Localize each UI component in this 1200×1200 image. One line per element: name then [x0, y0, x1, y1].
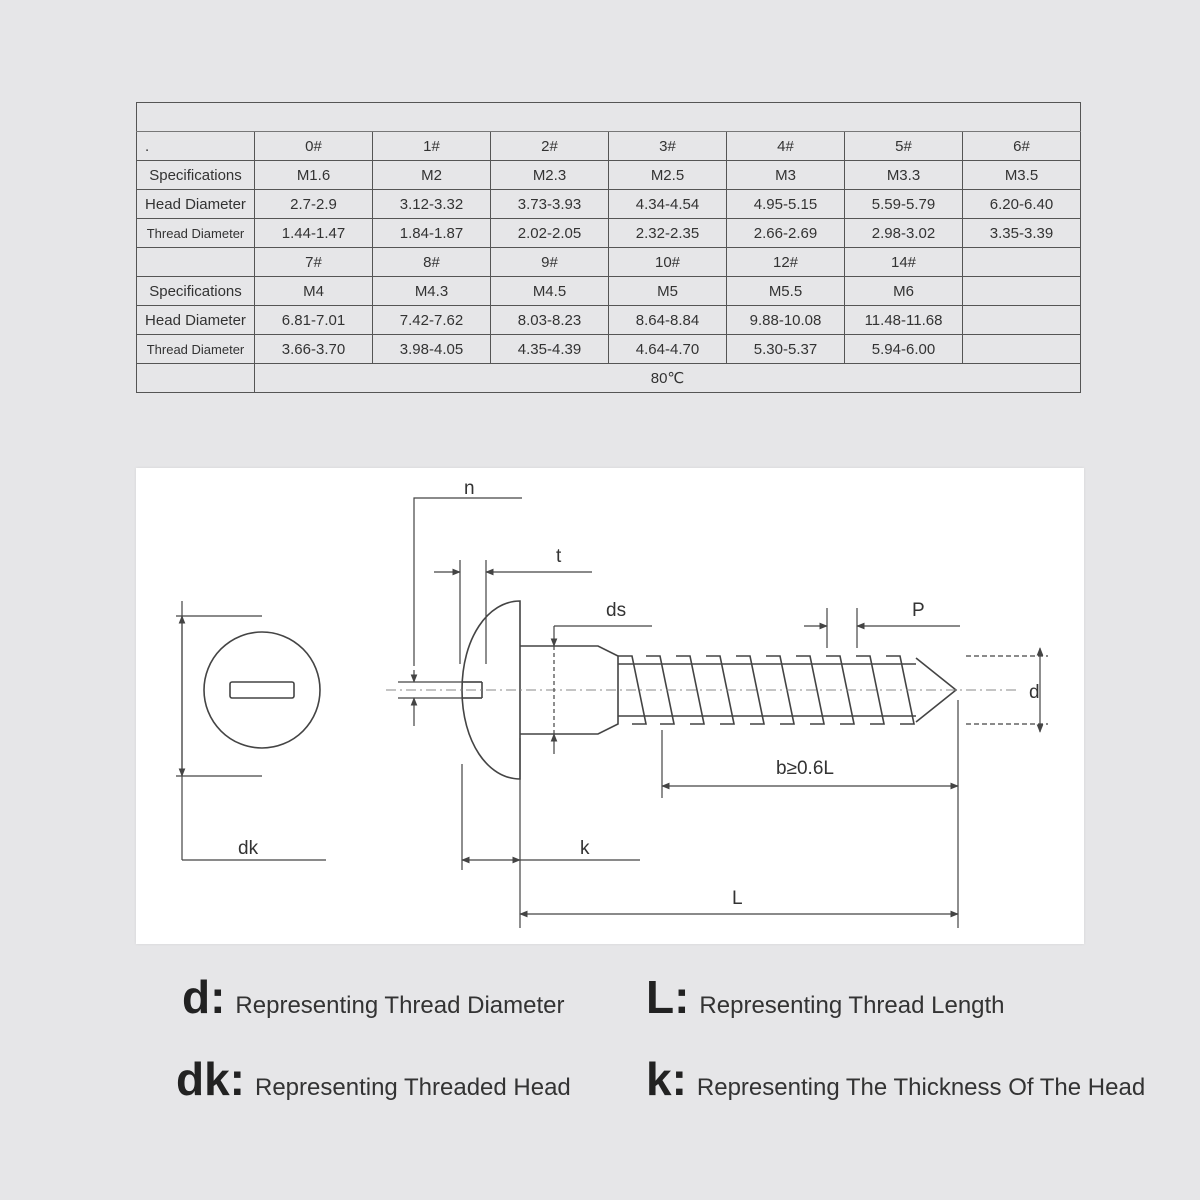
thread-diameter-cell: 3.35-3.39	[963, 219, 1081, 248]
thread-diameter-cell	[963, 335, 1081, 364]
header-dot: .	[137, 132, 255, 161]
spec-cell: M4	[255, 277, 373, 306]
thread-diameter-cell: 1.44-1.47	[255, 219, 373, 248]
label-t: t	[556, 546, 562, 567]
head-diameter-cell: 11.48-11.68	[845, 306, 963, 335]
thread-diameter-cell: 2.98-3.02	[845, 219, 963, 248]
legend-item-k	[646, 1052, 1145, 1106]
size-cell: 9#	[491, 248, 609, 277]
size-cell: 0#	[255, 132, 373, 161]
head-diameter-cell: 4.95-5.15	[727, 190, 845, 219]
spec-cell: M5	[609, 277, 727, 306]
screw-drawing	[136, 468, 1084, 944]
thread-diameter-cell: 1.84-1.87	[373, 219, 491, 248]
spec-cell: M3	[727, 161, 845, 190]
legend-desc: Representing Thread Length	[699, 992, 1005, 1019]
row-label-head-diameter: Head Diameter	[137, 306, 255, 335]
table-row	[137, 364, 1081, 393]
thread-diameter-cell: 4.35-4.39	[491, 335, 609, 364]
screw-drawing-panel	[136, 468, 1084, 944]
size-cell: 6#	[963, 132, 1081, 161]
head-diameter-cell: 6.20-6.40	[963, 190, 1081, 219]
row-label-specifications: Specifications	[137, 161, 255, 190]
footer-value: 80℃	[255, 364, 1081, 393]
head-diameter-cell	[963, 306, 1081, 335]
head-top-view	[204, 632, 320, 748]
size-cell: 10#	[609, 248, 727, 277]
label-L: L	[732, 888, 743, 909]
empty-cell	[137, 248, 255, 277]
size-cell: 1#	[373, 132, 491, 161]
spec-cell: M2.5	[609, 161, 727, 190]
spec-cell: M2.3	[491, 161, 609, 190]
label-b: b≥0.6L	[776, 758, 834, 779]
slot-top-view	[230, 682, 294, 698]
empty-cell	[137, 364, 255, 393]
size-cell: 14#	[845, 248, 963, 277]
legend-key: L:	[646, 971, 690, 1023]
row-label-thread-diameter: Thread Diameter	[137, 335, 255, 364]
head-diameter-cell: 8.03-8.23	[491, 306, 609, 335]
table-row	[137, 132, 1081, 161]
spec-table	[136, 102, 1081, 393]
spec-cell: M5.5	[727, 277, 845, 306]
head-diameter-cell: 8.64-8.84	[609, 306, 727, 335]
legend-desc: Representing The Thickness Of The Head	[696, 1074, 1146, 1101]
head-diameter-cell: 9.88-10.08	[727, 306, 845, 335]
legend-key: dk:	[176, 1053, 245, 1105]
thread-diameter-cell: 5.30-5.37	[727, 335, 845, 364]
thread-diameter-cell: 2.66-2.69	[727, 219, 845, 248]
spec-cell: M3.5	[963, 161, 1081, 190]
size-cell: 4#	[727, 132, 845, 161]
row-label-thread-diameter: Thread Diameter	[137, 219, 255, 248]
legend-item-L	[646, 970, 1005, 1024]
head-diameter-cell: 3.12-3.32	[373, 190, 491, 219]
size-cell: 8#	[373, 248, 491, 277]
size-cell: 3#	[609, 132, 727, 161]
size-cell: 5#	[845, 132, 963, 161]
label-k: k	[580, 838, 590, 859]
thread-diameter-cell: 2.32-2.35	[609, 219, 727, 248]
head-diameter-cell: 2.7-2.9	[255, 190, 373, 219]
head-diameter-cell: 7.42-7.62	[373, 306, 491, 335]
table-row	[137, 219, 1081, 248]
head-diameter-cell: 3.73-3.93	[491, 190, 609, 219]
table-row	[137, 306, 1081, 335]
size-cell: 2#	[491, 132, 609, 161]
row-label-head-diameter: Head Diameter	[137, 190, 255, 219]
table-row	[137, 277, 1081, 306]
spec-cell: M2	[373, 161, 491, 190]
legend-item-d	[182, 970, 564, 1024]
head-diameter-cell: 5.59-5.79	[845, 190, 963, 219]
label-dk: dk	[238, 838, 259, 859]
spec-cell: M3.3	[845, 161, 963, 190]
spec-cell: M1.6	[255, 161, 373, 190]
thread-diameter-cell: 5.94-6.00	[845, 335, 963, 364]
table-row	[137, 248, 1081, 277]
size-cell: 7#	[255, 248, 373, 277]
thread-diameter-cell: 3.98-4.05	[373, 335, 491, 364]
table-row	[137, 190, 1081, 219]
table-top-strip	[137, 103, 1081, 132]
legend-desc: Representing Threaded Head	[255, 1074, 571, 1101]
label-d: d	[1029, 682, 1040, 703]
legend-key: d:	[182, 971, 226, 1023]
legend-key: k:	[646, 1053, 687, 1105]
row-label-specifications: Specifications	[137, 277, 255, 306]
spec-cell	[963, 277, 1081, 306]
head-diameter-cell: 6.81-7.01	[255, 306, 373, 335]
legend-item-dk	[176, 1052, 571, 1106]
spec-cell: M4.3	[373, 277, 491, 306]
legend-desc: Representing Thread Diameter	[235, 992, 565, 1019]
thread-diameter-cell: 4.64-4.70	[609, 335, 727, 364]
table-row	[137, 161, 1081, 190]
thread-diameter-cell: 3.66-3.70	[255, 335, 373, 364]
label-ds: ds	[606, 600, 627, 621]
thread-diameter-cell: 2.02-2.05	[491, 219, 609, 248]
head-diameter-cell: 4.34-4.54	[609, 190, 727, 219]
spec-cell: M4.5	[491, 277, 609, 306]
table-row	[137, 335, 1081, 364]
spec-cell: M6	[845, 277, 963, 306]
label-P: P	[912, 600, 925, 621]
size-cell	[963, 248, 1081, 277]
size-cell: 12#	[727, 248, 845, 277]
label-n: n	[464, 478, 475, 499]
